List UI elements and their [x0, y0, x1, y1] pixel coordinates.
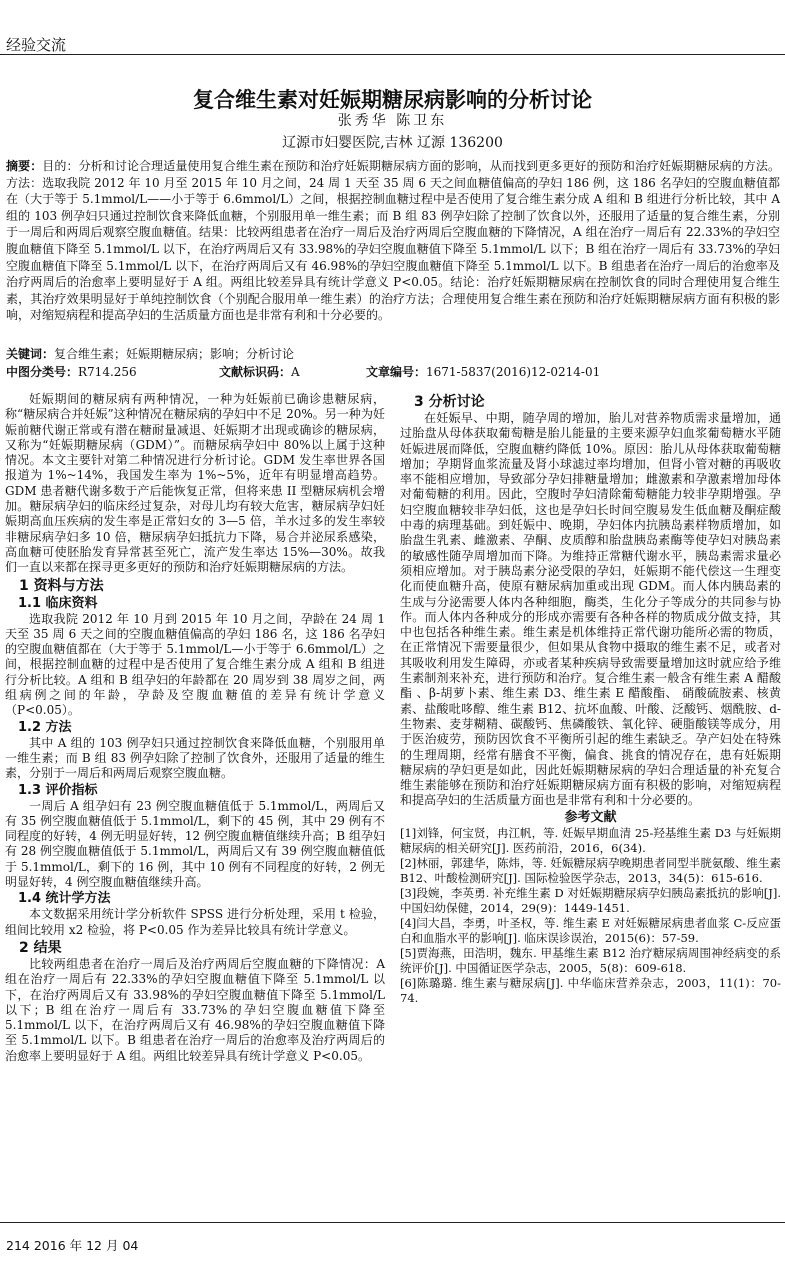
section-label: 经验交流	[6, 36, 67, 54]
keywords	[6, 345, 780, 362]
paragraph-discussion: 在妊娠早、中期，随孕周的增加，胎儿对营养物质需求量增加，通过胎盘从母体获取葡萄糖是胎儿能量的主要来源孕妇血浆葡萄糖水平随妊娠进展而降低，空腹血糖约降低 10%。原因：胎儿从母体获取葡萄糖增加；孕期肾血浆流量及肾小球滤过率均增加，但肾小管对糖的再吸收率不能相应增加，导致部分孕妇排糖量增加；雌激素和孕激素增加母体对葡萄糖的利用。因此，空腹时孕妇清除葡萄糖能力较非孕期增强。孕妇空腹血糖较非孕妇低，这也是孕妇长时间空腹易发生低血糖及酮症酸中毒的病理基础。到妊娠中、晚期，孕妇体内抗胰岛素样物质增加，如胎盘生乳素、雌激素、孕酮、皮质醇和胎盘胰岛素酶等使孕妇对胰岛素的敏感性随孕周增加而下降。为维持正常糖代谢水平，胰岛素需求量必须相应增加。对于胰岛素分泌受限的孕妇，妊娠期不能代偿这一生理变化而使血糖升高，使原有糖尿病加重或出现 GDM。而人体内胰岛素的生成与分泌需要人体内各种细胞，酶类，生化分子等成分的共同参与协作。而人体内各种成分的形成亦需要有各种各样的物质成分做支持，其中也包括各种维生素。维生素是机体维持正常代谢功能所必需的物质，在正常情况下需要量很少，但如果从食物中摄取的维生素不足，或者对其吸收利用发生障碍，亦或者某种疾病导致需要量增加这时就应给予维生素制剂来补充，进行预防和治疗。复合维生素一般含有维生素 A 醋酸酯 、β-胡萝卜素、维生素 D3、维生素 E 醋酸酯、 硝酸硫胺素、核黄素、盐酸吡哆醇、维生素 B12、抗坏血酸、叶酸、泛酸钙、烟酰胺、d-生物素、麦芽糊精、碳酸钙、焦磷酸铁、氧化锌、硬脂酸镁等成分，用于医治疲劳，预防因饮食不平衡所引起的维生素缺乏。孕产妇处在特殊的生理周期，经常有膳食不平衡，偏食、挑食的情况存在，患有妊娠期糖尿病的孕妇更是如此，因此妊娠期糖尿病的孕妇合理适量的补充复合维生素能够在预防和治疗妊娠期糖尿病方面有积极的影响，对缩短病程和提高孕妇的生活质量方面也是非常有利和十分必要的。	[400, 411, 781, 808]
page-footer: 214 2016 年 12 月 04	[6, 1238, 139, 1253]
heading-clinical-data: 1.1 临床资料	[18, 595, 98, 611]
abstract-text: 目的：分析和讨论合理适量使用复合维生素在预防和治疗妊娠期糖尿病方面的影响，从而找到更多更好的预防和治疗妊娠期糖尿病的方法。方法：选取我院 2012 年 10 月至 2015 年 10 月之间，24 周 1 天至 35 周 6 天之间血糖值偏高的孕妇 186 例，这 186 名孕妇的空腹血糖值都在（大于等于 5.1mmol/L——小于等于 6.6mmol/L）之间，根据控制血糖过程中是否使用了复合维生素分成 A 组和 B 组进行分析比较，其中 A 组的 103 例孕妇只通过控制饮食来降低血糖，个别服用单一维生素；而 B 组 83 例孕妇除了控制了饮食以外，还服用了适量的复合维生素，分别于一周后和两周后观察空腹血糖值。结果：比较两组患者在治疗一周后及治疗两周后空腹血糖的下降情况，A 组在治疗一周后有 22.33%的孕妇空腹血糖值下降至 5.1mmol/L 以下，在治疗两周后又有 33.98%的孕妇空腹血糖值下降至 5.1mmol/L 以下；B 组在治疗一周后有 33.73%的孕妇空腹血糖值下降至 5.1mmol/L 以下，在治疗两周后又有 46.98%的孕妇空腹血糖值下降至 5.1mmol/L 以下。B 组患者在治疗一周后的治愈率及治疗两周后的治愈率上要明显好于 A 组。两组比较差异具有统计学意义 P<0.05。结论：治疗妊娠期糖尿病在控制饮食的同时合理使用复合维生素，其治疗效果明显好于单纯控制饮食（个别配合服用单一维生素）的治疗方法；合理使用复合维生素在预防和治疗妊娠期糖尿病方面有积极的影响，对缩短病程和提高孕妇的生活质量方面也是非常有利和十分必要的。	[6, 159, 780, 323]
reference-item: [5]贾海燕，田浩明，魏东. 甲基维生素 B12 治疗糖尿病周围神经病变的系统评价[J]. 中国循证医学杂志，2005，5(8)：609-618.	[400, 945, 781, 975]
doc-code-label: 文献标识码：	[219, 365, 292, 379]
heading-evaluation: 1.3 评价指标	[18, 782, 98, 798]
paragraph-clinical-data: 选取我院 2012 年 10 月到 2015 年 10 月之间，孕龄在 24 周 1 天至 35 周 6 天之间的空腹血糖值偏高的孕妇 186 名，这 186 名孕妇的空腹血糖值都在（大于等于 5.1mmol/L—小于等于 6.6mmol/L）之间，根据控制血糖的过程中是否使用了复合维生素分成 A 组和 B 组进行分析比较。A 组和 B 组孕妇的年龄都在 20 周岁到 38 周岁之间，两组病例之间的年龄，孕龄及空腹血糖值的差异有统计学意义（P<0.05）。	[5, 611, 385, 718]
paragraph-method: 其中 A 组的 103 例孕妇只通过控制饮食来降低血糖，个别服用单一维生素；而 B 组 83 例孕妇除了控制了饮食外，还服用了适量的维生素，分别于一周后和两周后观察空腹血糖。	[5, 735, 385, 781]
affiliation: 辽源市妇婴医院,吉林 辽源 136200	[282, 135, 503, 151]
heading-statistics: 1.4 统计学方法	[18, 891, 111, 907]
keywords-label: 关键词：	[6, 347, 55, 361]
paragraph-evaluation: 一周后 A 组孕妇有 23 例空腹血糖值低于 5.1mmol/L，两周后又有 35 例空腹血糖值低于 5.1mmol/L，剩下的 45 例，其中 29 例有不同程度的好转，4 例无明显好转，12 例空腹血糖值继续升高；B 组孕妇有 28 例空腹血糖值低于 5.1mmol/L，两周后又有 39 例空腹血糖值低于 5.1mmol/L，剩下的 16 例，其中 10 例有不同程度的好转，2 例无明显好转，4 例空腹血糖值继续升高。	[5, 798, 385, 890]
clc-label: 中图分类号：	[6, 365, 79, 379]
heading-discussion: 3 分析讨论	[414, 394, 485, 410]
references-list	[400, 826, 781, 1006]
keywords-text: 复合维生素；妊娠期糖尿病；影响；分析讨论	[54, 347, 295, 361]
right-column	[400, 392, 781, 1006]
clc-value: R714.256	[78, 365, 137, 379]
abstract-label: 摘要：	[6, 159, 43, 173]
intro-paragraph: 妊娠期间的糖尿病有两种情况，一种为妊娠前已确诊患糖尿病，称“糖尿病合并妊娠”这种情况在糖尿病的孕妇中不足 20%。另一种为妊娠前糖代谢正常或有潜在糖耐量减退、妊娠期才出现或确诊的糖尿病，又称为“妊娠期糖尿病（GDM）”。而糖尿病孕妇中 80%以上属于这种情况。本文主要针对第二种情况进行分析讨论。GDM 发生率世界各国报道为 1%~14%，我国发生率为 1%~5%，近年有明显增高趋势。GDM 患者糖代谢多数于产后能恢复正常，但将来患 II 型糖尿病机会增加。糖尿病孕妇的临床经过复杂，对母儿均有较大危害，糖尿病孕妇妊娠期高血压疾病的发生率是正常妇女的 3—5 倍，羊水过多的发生率较非糖尿病孕妇多 10 倍，糖尿病孕妇抵抗力下降，易合并泌尿系感染，高血糖可使胚胎发育异常甚至死亡，流产发生率达 15%—30%。故我们一直以来都在探寻更多更好的预防和治疗妊娠期糖尿病的方法。	[5, 392, 385, 575]
heading-method: 1.2 方法	[18, 719, 72, 735]
article-title: 复合维生素对妊娠期糖尿病影响的分析讨论	[193, 88, 592, 112]
article-number-label: 文章编号：	[366, 365, 427, 379]
reference-item: [2]林丽，郭建华，陈炜，等. 妊娠糖尿病孕晚期患者同型半胱氨酸、维生素 B12、叶酸检测研究[J]. 国际检验医学杂志，2013，34(5)：615-616.	[400, 855, 781, 885]
article-meta	[6, 363, 780, 380]
left-column	[5, 392, 385, 1064]
heading-results: 2 结果	[19, 939, 62, 956]
authors: 张秀华 陈卫东	[337, 113, 448, 129]
references-heading: 参考文献	[564, 809, 617, 825]
reference-item: [4]闫大昌，李勇，叶圣权，等. 维生素 E 对妊娠糖尿病患者血浆 C-反应蛋白和血脂水平的影响[J]. 临床误诊误治，2015(6)：57-59.	[400, 915, 781, 945]
bottom-rule	[0, 1222, 785, 1223]
abstract	[6, 158, 780, 324]
reference-item: [3]段婉，李英勇. 补充维生素 D 对妊娠期糖尿病孕妇胰岛素抵抗的影响[J]. 中国妇幼保健，2014，29(9)：1449-1451.	[400, 885, 781, 915]
top-rule	[0, 54, 785, 55]
article-number-value: 1671-5837(2016)12-0214-01	[426, 365, 601, 379]
doc-code-value: A	[291, 365, 300, 379]
paragraph-statistics: 本文数据采用统计学分析软件 SPSS 进行分析处理，采用 t 检验，组间比较用 x2 检验，将 P<0.05 作为差异比较具有统计学意义。	[5, 907, 385, 937]
reference-item: [1]刘锋，何宝贤，冉江帆，等. 妊娠早期血清 25-羟基维生素 D3 与妊娠期糖尿病的相关研究[J]. 医药前沿，2016，6(34).	[400, 825, 781, 855]
paragraph-results: 比较两组患者在治疗一周后及治疗两周后空腹血糖的下降情况：A 组在治疗一周后有 22.33%的孕妇空腹血糖值下降至 5.1mmol/L 以下，在治疗两周后又有 33.98%的孕妇空腹血糖值下降至 5.1mmol/L 以下；B 组在治疗一周后有 33.73%的孕妇空腹血糖值下降至 5.1mmol/L 以下，在治疗两周后又有 46.98%的孕妇空腹血糖值下降至 5.1mmol/L 以下。B 组患者在治疗一周后的治愈率及治疗两周后的治愈率上要明显好于 A 组。两组比较差异具有统计学意义 P<0.05。	[5, 956, 385, 1063]
heading-materials-methods: 1 资料与方法	[19, 577, 104, 594]
reference-item: [6]陈璐璐. 维生素与糖尿病[J]. 中华临床营养杂志，2003，11(1)：70-74.	[400, 975, 781, 1005]
